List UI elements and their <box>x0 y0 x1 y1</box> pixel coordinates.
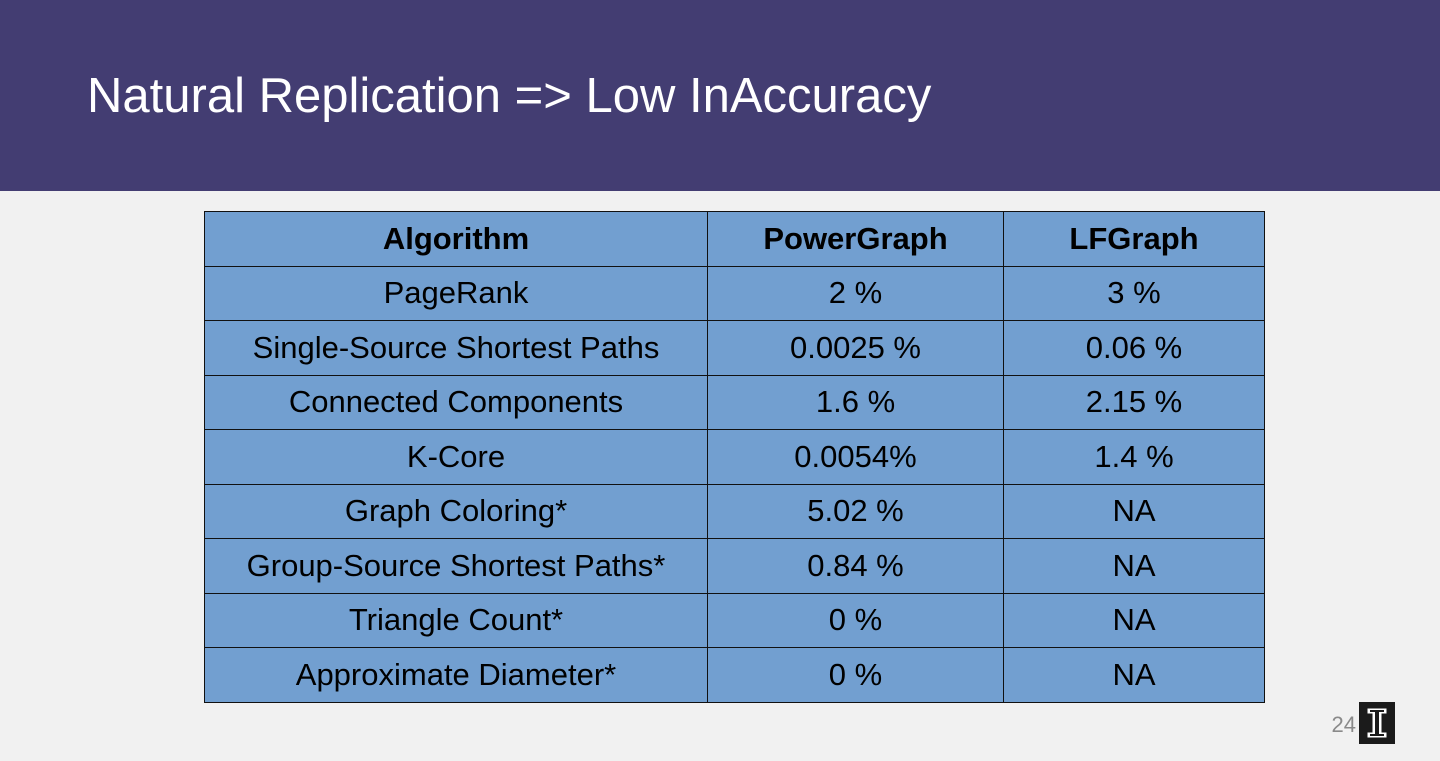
header-algorithm: Algorithm <box>205 212 708 267</box>
lfgraph-cell: 1.4 % <box>1004 430 1265 485</box>
block-i-logo-icon <box>1359 702 1395 744</box>
header-powergraph: PowerGraph <box>708 212 1004 267</box>
powergraph-cell: 0.0054% <box>708 430 1004 485</box>
table-row <box>205 430 1265 485</box>
algorithm-cell: Approximate Diameter* <box>205 648 708 703</box>
powergraph-cell: 0 % <box>708 648 1004 703</box>
table-row <box>205 375 1265 430</box>
algorithm-cell: Single-Source Shortest Paths <box>205 321 708 376</box>
lfgraph-cell: NA <box>1004 648 1265 703</box>
powergraph-cell: 0.0025 % <box>708 321 1004 376</box>
table-row <box>205 539 1265 594</box>
powergraph-cell: 1.6 % <box>708 375 1004 430</box>
lfgraph-cell: NA <box>1004 539 1265 594</box>
table-row <box>205 648 1265 703</box>
lfgraph-cell: NA <box>1004 484 1265 539</box>
algorithm-cell: Triangle Count* <box>205 593 708 648</box>
page-number: 24 <box>1331 712 1356 737</box>
algorithm-cell: Graph Coloring* <box>205 484 708 539</box>
algorithm-cell: Connected Components <box>205 375 708 430</box>
powergraph-cell: 0 % <box>708 593 1004 648</box>
lfgraph-cell: 3 % <box>1004 266 1265 321</box>
table-row <box>205 484 1265 539</box>
algorithm-cell: K-Core <box>205 430 708 485</box>
title-bar <box>0 0 1440 191</box>
results-table <box>204 211 1265 703</box>
slide-title: Natural Replication => Low InAccuracy <box>87 69 932 123</box>
powergraph-cell: 2 % <box>708 266 1004 321</box>
lfgraph-cell: 0.06 % <box>1004 321 1265 376</box>
lfgraph-cell: 2.15 % <box>1004 375 1265 430</box>
algorithm-cell: Group-Source Shortest Paths* <box>205 539 708 594</box>
table-row <box>205 321 1265 376</box>
table-row <box>205 593 1265 648</box>
algorithm-cell: PageRank <box>205 266 708 321</box>
table-header-row <box>205 212 1265 267</box>
header-lfgraph: LFGraph <box>1004 212 1265 267</box>
powergraph-cell: 0.84 % <box>708 539 1004 594</box>
lfgraph-cell: NA <box>1004 593 1265 648</box>
table-row <box>205 266 1265 321</box>
powergraph-cell: 5.02 % <box>708 484 1004 539</box>
